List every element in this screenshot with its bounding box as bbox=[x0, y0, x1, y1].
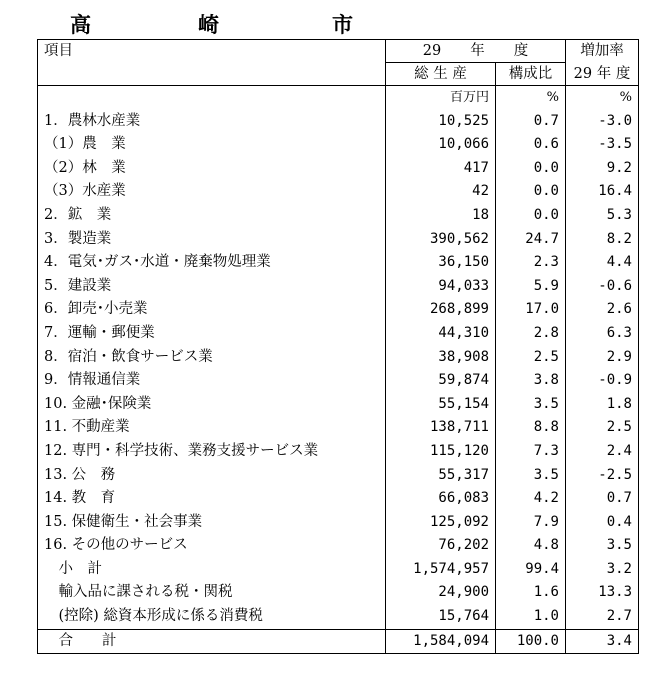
row-output: 390,562 bbox=[386, 228, 496, 252]
row-growth: 3.4 bbox=[566, 629, 639, 654]
table-body bbox=[38, 40, 639, 654]
row-label: 1．農林水産業 bbox=[38, 110, 386, 134]
header-item: 項目 bbox=[38, 40, 386, 63]
row-growth: 16.4 bbox=[566, 180, 639, 204]
row-label: 15. 保健衛生・社会事業 bbox=[38, 511, 386, 535]
row-ratio: 2.3 bbox=[496, 251, 566, 275]
table-row bbox=[38, 110, 639, 134]
row-ratio: 100.0 bbox=[496, 629, 566, 654]
row-ratio: 5.9 bbox=[496, 275, 566, 299]
table-row bbox=[38, 369, 639, 393]
row-output: 18 bbox=[386, 204, 496, 228]
table-row bbox=[38, 440, 639, 464]
row-output: 94,033 bbox=[386, 275, 496, 299]
row-output: 66,083 bbox=[386, 487, 496, 511]
table-row bbox=[38, 251, 639, 275]
total-row bbox=[38, 629, 639, 654]
row-growth: 2.7 bbox=[566, 605, 639, 629]
row-label: 13. 公 務 bbox=[38, 464, 386, 488]
units-blank bbox=[38, 86, 386, 110]
row-label: 小 計 bbox=[38, 558, 386, 582]
table-row bbox=[38, 346, 639, 370]
table-row bbox=[38, 487, 639, 511]
row-ratio: 7.3 bbox=[496, 440, 566, 464]
header-ratio: 構成比 bbox=[496, 63, 566, 86]
table-row bbox=[38, 133, 639, 157]
row-output: 1,584,094 bbox=[386, 629, 496, 654]
table-row bbox=[38, 605, 639, 629]
row-label: （3）水産業 bbox=[38, 180, 386, 204]
table-row bbox=[38, 416, 639, 440]
table-row bbox=[38, 157, 639, 181]
row-label: 6．卸売･小売業 bbox=[38, 298, 386, 322]
row-label: 16. その他のサービス bbox=[38, 534, 386, 558]
table-row bbox=[38, 204, 639, 228]
row-growth: 4.4 bbox=[566, 251, 639, 275]
row-growth: 0.7 bbox=[566, 487, 639, 511]
units-row bbox=[38, 86, 639, 110]
row-output: 24,900 bbox=[386, 581, 496, 605]
row-ratio: 99.4 bbox=[496, 558, 566, 582]
row-label: 輸入品に課される税・関税 bbox=[38, 581, 386, 605]
row-ratio: 3.5 bbox=[496, 393, 566, 417]
row-output: 36,150 bbox=[386, 251, 496, 275]
row-output: 10,066 bbox=[386, 133, 496, 157]
unit-ratio: % bbox=[496, 86, 566, 110]
row-growth: 9.2 bbox=[566, 157, 639, 181]
header-row-1 bbox=[38, 40, 639, 63]
table-row bbox=[38, 228, 639, 252]
row-label: 10. 金融･保険業 bbox=[38, 393, 386, 417]
row-label: 5．建設業 bbox=[38, 275, 386, 299]
row-ratio: 0.6 bbox=[496, 133, 566, 157]
row-ratio: 8.8 bbox=[496, 416, 566, 440]
page-title bbox=[70, 9, 370, 37]
row-ratio: 0.0 bbox=[496, 180, 566, 204]
row-output: 76,202 bbox=[386, 534, 496, 558]
row-ratio: 17.0 bbox=[496, 298, 566, 322]
row-ratio: 1.0 bbox=[496, 605, 566, 629]
row-growth: 13.3 bbox=[566, 581, 639, 605]
table-row bbox=[38, 393, 639, 417]
table-row bbox=[38, 275, 639, 299]
table-row bbox=[38, 298, 639, 322]
row-output: 138,711 bbox=[386, 416, 496, 440]
row-label: (控除) 総資本形成に係る消費税 bbox=[38, 605, 386, 629]
row-output: 417 bbox=[386, 157, 496, 181]
row-growth: 2.6 bbox=[566, 298, 639, 322]
row-ratio: 2.5 bbox=[496, 346, 566, 370]
row-growth: 2.5 bbox=[566, 416, 639, 440]
gdp-table bbox=[37, 39, 639, 654]
title-char-3: 市 bbox=[332, 12, 353, 37]
table-row bbox=[38, 322, 639, 346]
row-growth: -3.5 bbox=[566, 133, 639, 157]
row-label: 8．宿泊・飲食サービス業 bbox=[38, 346, 386, 370]
row-output: 125,092 bbox=[386, 511, 496, 535]
row-label: 4．電気･ガス･水道・廃棄物処理業 bbox=[38, 251, 386, 275]
row-label: （2）林 業 bbox=[38, 157, 386, 181]
row-label: （1）農 業 bbox=[38, 133, 386, 157]
row-output: 59,874 bbox=[386, 369, 496, 393]
row-output: 44,310 bbox=[386, 322, 496, 346]
title-char-1: 高 bbox=[70, 12, 91, 37]
row-output: 268,899 bbox=[386, 298, 496, 322]
row-label: 合 計 bbox=[38, 629, 386, 654]
row-growth: 0.4 bbox=[566, 511, 639, 535]
row-label: 14. 教 育 bbox=[38, 487, 386, 511]
unit-growth: % bbox=[566, 86, 639, 110]
row-output: 10,525 bbox=[386, 110, 496, 134]
row-growth: -0.6 bbox=[566, 275, 639, 299]
row-output: 38,908 bbox=[386, 346, 496, 370]
row-growth: -3.0 bbox=[566, 110, 639, 134]
row-label: 3．製造業 bbox=[38, 228, 386, 252]
row-ratio: 4.2 bbox=[496, 487, 566, 511]
row-ratio: 0.0 bbox=[496, 204, 566, 228]
row-label: 9．情報通信業 bbox=[38, 369, 386, 393]
row-ratio: 3.8 bbox=[496, 369, 566, 393]
table-row bbox=[38, 534, 639, 558]
header-item-cont bbox=[38, 63, 386, 86]
row-ratio: 3.5 bbox=[496, 464, 566, 488]
row-output: 55,154 bbox=[386, 393, 496, 417]
row-growth: -2.5 bbox=[566, 464, 639, 488]
row-label: 2．鉱 業 bbox=[38, 204, 386, 228]
row-output: 115,120 bbox=[386, 440, 496, 464]
table-row bbox=[38, 558, 639, 582]
header-growth-year: 29 年 度 bbox=[566, 63, 639, 86]
header-growth: 増加率 bbox=[566, 40, 639, 63]
row-ratio: 7.9 bbox=[496, 511, 566, 535]
row-output: 1,574,957 bbox=[386, 558, 496, 582]
row-output: 55,317 bbox=[386, 464, 496, 488]
row-label: 11. 不動産業 bbox=[38, 416, 386, 440]
row-growth: 2.4 bbox=[566, 440, 639, 464]
row-output: 42 bbox=[386, 180, 496, 204]
row-label: 7．運輸・郵便業 bbox=[38, 322, 386, 346]
table-row bbox=[38, 511, 639, 535]
row-growth: 5.3 bbox=[566, 204, 639, 228]
row-ratio: 4.8 bbox=[496, 534, 566, 558]
title-char-2: 崎 bbox=[198, 12, 219, 37]
header-row-2 bbox=[38, 63, 639, 86]
header-year: 29 年 度 bbox=[386, 40, 566, 63]
row-growth: 2.9 bbox=[566, 346, 639, 370]
table-row bbox=[38, 180, 639, 204]
header-output: 総 生 産 bbox=[386, 63, 496, 86]
row-ratio: 1.6 bbox=[496, 581, 566, 605]
row-growth: 1.8 bbox=[566, 393, 639, 417]
row-ratio: 2.8 bbox=[496, 322, 566, 346]
row-ratio: 0.7 bbox=[496, 110, 566, 134]
row-growth: 6.3 bbox=[566, 322, 639, 346]
row-label: 12. 専門・科学技術、業務支援サービス業 bbox=[38, 440, 386, 464]
row-ratio: 24.7 bbox=[496, 228, 566, 252]
table-row bbox=[38, 464, 639, 488]
row-ratio: 0.0 bbox=[496, 157, 566, 181]
row-output: 15,764 bbox=[386, 605, 496, 629]
unit-output: 百万円 bbox=[386, 86, 496, 110]
row-growth: 3.5 bbox=[566, 534, 639, 558]
row-growth: 3.2 bbox=[566, 558, 639, 582]
row-growth: -0.9 bbox=[566, 369, 639, 393]
table-row bbox=[38, 581, 639, 605]
row-growth: 8.2 bbox=[566, 228, 639, 252]
